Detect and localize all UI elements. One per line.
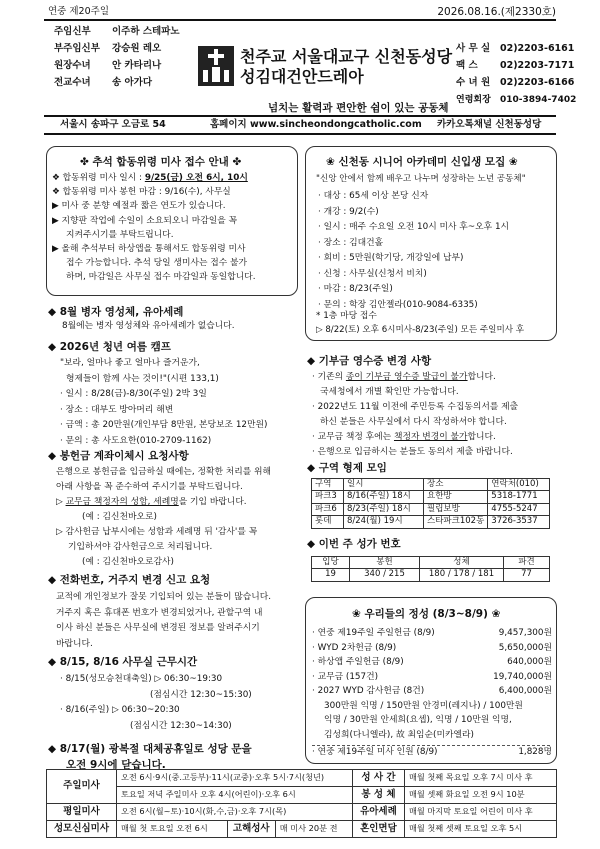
list-item: · 하상앱 주일헌금 (8/9) 640,000원 [312,657,552,667]
address-change-title: ◆ 전화번호, 거주지 변경 신고 요청 [48,574,211,586]
table-row: 파크6 8/23(주일) 18시 필립보방 4755-5247 [312,503,550,515]
table-header: 구역 일시 장소 연락처(010) [312,479,550,491]
homepage-link[interactable]: 홈페이지 www.sincheondongcatholic.com [210,119,422,130]
address-change-body: 교적에 개인정보가 잘못 기입되어 있는 분들이 많습니다. 거주지 혹은 휴대폰 번호가 변경되었거나, 관할구역 내 이사 하신 분들은 사무실에 변경된 정보를 알려주시기 바랍니다. [56,592,272,649]
donation-body: 은행으로 봉헌금을 입금하실 때에는, 정확한 처리를 위해 아래 사항을 꼭 준수하여 주시기를 부탁드립니다. ▷ 교무금 책정자의 성함, 세례명을 기입 바랍니다. (예 : 김신천바오로) ▷ 감사헌금 납부시에는 성함과 세례명 뒤 '감사'를 꼭 기입하셔야 감사헌금으로 처리됩니다. (예 : 김신천바오로감사) [56,467,272,567]
schedule-table [46,769,557,838]
list-item: · 연중 제19주일 주일헌금 (8/9) 9,457,300원 [312,628,552,638]
kakao-channel[interactable]: 카카오톡채널 신천동성당 [437,119,542,130]
memorial-body: ❖ 합동위령 미사 일시 : 9/25(금) 오전 6시, 10시 ❖ 합동위령 미사 봉헌 마감 : 9/16(수), 사무실 ▶ 미사 중 분향 예절과 짧은 연도가 있습니다. ▶ 지향판 작업에 수일이 소요되오니 마감일을 꼭 지켜주시기를 부탁드립니다. ▶ 올해 추석부터 하상앱을 통해서도 합동위령 미사 접수 가능합니다. 추석 당일 생미사는 접수 불가 하며, 마감일은 사무실 접수 마감일과 동일합니다. [52,173,256,283]
slogan: 넘치는 활력과 편안한 쉼이 있는 공동체 [268,102,449,114]
sick-body: 8월에는 병자 영성체와 유아세례가 없습니다. [62,321,235,331]
staff-row: 원장수녀 안 카타리나 [54,60,162,71]
district-table [311,478,550,529]
list-item: · WYD 2차헌금 (8/9) 5,650,000원 [312,642,552,653]
table-row: 19 340 / 215 180 / 178 / 181 77 [312,569,550,581]
receipt-body: · 기존의 종이 기부금 영수증 발급이 불가합니다. 국세청에서 개별 확인만 가능합니다. · 2022년도 11월 이전에 주민등록 수집동의서를 제출 하신 분들은 사무실에서 다시 작성하셔야 합니다. · 교무금 책정 후에는 책정자 변경이 불가합니다. · 은행으로 입금하시는 분들도 동의서 제출 바랍니다. [312,372,519,457]
holiday-notice: ◆ 8/17(월) 광복절 대체공휴일로 성당 문을 오전 9시에 닫습니다. [48,743,252,771]
attendance-row: · 연중 제19주일 미사 인원 (8/9) 1,828명 [312,747,552,757]
memorial-title: ✤ 추석 합동위령 미사 접수 안내 ✤ [80,156,242,168]
table-row: 평일미사 오전 6시(월~토)·10시(화,수,금)·오후 7시(목) 유아세례 매월 마지막 토요일 어린이 미사 후 [47,804,557,821]
issue-date: 2026.08.16.(제2330호) [437,6,556,18]
table-row: 주일미사 오전 6시·9시(중.고등부)·11시(교중)·오후 5시·7시(청년) 성 사 간 매월 첫째 목요일 오후 7시 미사 후 [47,770,557,787]
church-logo [198,46,234,86]
contact-row: 팩 스 02)2203-7171 [456,60,575,71]
contact-row: 사 무 실 02)2203-6161 [456,43,575,54]
season-label: 연중 제20주일 [48,6,109,17]
district-title: ◆ 구역 형제 모임 [307,462,387,474]
donation-title: ◆ 봉헌금 계좌이체시 요청사항 [48,450,189,462]
academy-note: * 1층 마당 접수 [316,311,377,321]
contact-row: 수 녀 원 02)2203-6166 [456,77,575,88]
academy-quote: "신앙 안에서 함께 배우고 나누며 성장하는 노년 공동체" [316,174,526,184]
staff-row: 주임신부 이주하 스테파노 [54,26,180,37]
table-row: 토요일 저녁 주일미사 오후 4시(어린이)·오후 6시 봉 성 체 매월 셋째 화요일 오전 9시 10분 [47,787,557,804]
staff-row: 부주임신부 강승원 레오 [54,43,162,54]
camp-title: ◆ 2026년 청년 여름 캠프 [48,341,171,353]
sick-title: ◆ 8월 병자 영성체, 유아세례 [48,306,184,318]
academy-items: · 대상 : 65세 이상 본당 신자 · 개강 : 9/2(수) · 일시 : 매주 수요일 오전 10시 미사 후~오후 1시 · 장소 : 김대건홀 · 회비 : 5만원(학기당, 개강일에 납부) · 신청 : 사무실(신청서 비치) · 마감 : 8/23(주일) · 문의 : 학장 김안젤라(010-9084-6335) [318,191,510,310]
infobar-bottom-rule [44,133,556,135]
staff-list [54,26,180,94]
table-row: 파크3 8/16(주일) 18시 요한방 5318-1771 [312,491,550,503]
infobar-top-rule [44,115,556,117]
finance-divider [312,745,550,746]
hymns-table [311,556,550,582]
contact-row: 연령회장 010-3894-7402 [456,95,577,105]
top-rule [44,19,556,21]
academy-title: ❀ 신천동 시니어 아카데미 신입생 모집 ❀ [326,156,518,168]
office-hours-body: · 8/15(성모승천대축일) ▷ 06:30~19:30 (점심시간 12:30~15:30) · 8/16(주일) ▷ 06:30~20:30 (점심시간 12:30~14:30) [60,674,252,731]
church-title: 천주교 서울대교구 신천동성당 [240,47,453,66]
table-row: 롯데 8/24(월) 19시 스타파크102동 3726-3537 [312,516,550,528]
camp-body: "보라, 얼마나 좋고 얼마나 즐거운가, 형제들이 함께 사는 것이!"(시편 133,1) · 일시 : 8/28(금)-8/30(주일) 2박 3일 · 장소 : 대부도 방아머리 해변 · 금액 : 총 20만원(개인부담 8만원, 본당보조 12만원) · 문의 : 총 사도요한(010-2709-1162) [60,358,268,446]
table-row: 성모신심미사 매월 첫 토요일 오전 6시 고해성사 매 미사 20분 전 혼인면담 매월 첫째 셋째 토요일 오후 5시 [47,821,557,838]
hymns-title: ◆ 이번 주 성가 번호 [307,538,401,550]
receipt-title: ◆ 기부금 영수증 변경 사항 [307,355,432,367]
address: 서울시 송파구 오금로 54 [60,119,166,130]
staff-row: 전교수녀 송 아가다 [54,77,153,88]
finance-items: · 연중 제19주일 주일헌금 (8/9) 9,457,300원 · WYD 2차헌금 (8/9) 5,650,000원 · 하상앱 주일헌금 (8/9) 640,000원 · 교무금 (157건) 19,740,000원 · 2027 WYD 감사헌금 (8건) 6,400,000원 300만원 익명 / 150만원 안경미(레지나) / 100만원 익명 / 30만원 안세희(요셉), 익명 / 10만원 익명, 김성희(다니엘라), 故 최임순(미카엘라) [312,628,552,740]
church-subtitle: 성김대건안드레아 [240,67,364,86]
table-header: 입당 봉헌 성체 파견 [312,557,550,569]
finance-title: ❀ 우리들의 정성 (8/3~8/9) ❀ [352,608,501,620]
office-hours-title: ◆ 8/15, 8/16 사무실 근무시간 [48,656,198,668]
list-item: · 2027 WYD 감사헌금 (8건) 6,400,000원 [312,686,552,696]
contact-list [456,43,576,111]
list-item: · 교무금 (157건) 19,740,000원 [312,671,552,682]
academy-note-detail: ▷ 8/22(토) 오후 6시미사-8/23(주일) 모든 주일미사 후 [316,325,525,335]
